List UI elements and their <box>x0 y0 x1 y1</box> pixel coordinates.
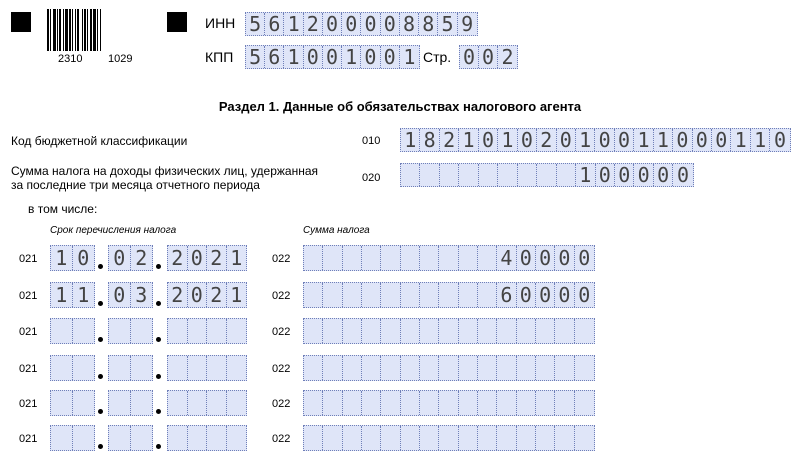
char-cell: 0 <box>361 46 380 68</box>
char-cell: 1 <box>731 129 750 151</box>
char-cell: 4 <box>497 246 516 270</box>
char-cell <box>207 319 227 343</box>
char-cell <box>440 164 459 186</box>
char-cell: 0 <box>381 13 400 35</box>
char-cell <box>304 246 323 270</box>
day-field[interactable] <box>50 425 95 451</box>
char-cell <box>555 391 574 415</box>
date-separator-dot <box>98 409 103 414</box>
date-separator-dot <box>98 264 103 269</box>
char-cell <box>343 246 362 270</box>
char-cell: 0 <box>615 129 634 151</box>
year-field[interactable] <box>167 425 247 451</box>
kbk-label: Код бюджетной классификации <box>11 134 188 148</box>
char-cell: 8 <box>419 13 438 35</box>
char-cell <box>362 319 381 343</box>
amount-line-code: 022 <box>272 398 291 410</box>
char-cell <box>381 283 400 307</box>
amount-field[interactable] <box>303 425 595 451</box>
char-cell: 2 <box>168 246 188 270</box>
char-cell: 8 <box>400 13 419 35</box>
char-cell <box>381 319 400 343</box>
char-cell <box>207 391 227 415</box>
char-cell <box>420 246 439 270</box>
char-cell: 1 <box>230 283 243 307</box>
char-cell <box>536 426 555 450</box>
char-cell <box>227 426 247 450</box>
char-cell <box>478 283 497 307</box>
char-cell <box>381 356 400 380</box>
char-cell: 5 <box>438 13 457 35</box>
year-field[interactable] <box>167 282 247 308</box>
date-line-code: 021 <box>19 253 38 265</box>
char-cell <box>517 356 536 380</box>
char-cell <box>51 426 73 450</box>
char-cell: 6 <box>265 13 284 35</box>
char-cell: 1 <box>342 46 361 68</box>
amount-field[interactable] <box>303 318 595 344</box>
kpp-field[interactable] <box>245 45 420 69</box>
char-cell <box>498 164 517 186</box>
char-cell: 1 <box>51 283 73 307</box>
date-separator-dot <box>156 337 161 342</box>
date-separator-dot <box>98 337 103 342</box>
month-field[interactable] <box>108 318 153 344</box>
char-cell <box>555 319 574 343</box>
char-cell <box>459 246 478 270</box>
char-cell <box>188 391 208 415</box>
inn-field[interactable] <box>245 12 478 36</box>
char-cell: 2 <box>135 246 148 270</box>
amount-line-code: 022 <box>272 290 291 302</box>
year-field[interactable] <box>167 245 247 271</box>
char-cell <box>73 356 95 380</box>
char-cell <box>497 356 516 380</box>
date-column-header: Срок перечисления налога <box>50 225 177 236</box>
char-cell <box>420 356 439 380</box>
char-cell <box>536 391 555 415</box>
char-cell <box>439 356 458 380</box>
char-cell <box>109 426 131 450</box>
char-cell <box>518 164 537 186</box>
char-cell <box>536 319 555 343</box>
char-cell <box>168 391 188 415</box>
amount-line-code: 022 <box>272 253 291 265</box>
amount-field[interactable] <box>303 390 595 416</box>
char-cell <box>207 356 227 380</box>
char-cell <box>227 391 247 415</box>
char-cell <box>323 391 342 415</box>
char-cell <box>131 391 153 415</box>
char-cell: 0 <box>77 246 90 270</box>
date-separator-dot <box>156 409 161 414</box>
char-cell <box>323 426 342 450</box>
date-separator-dot <box>98 301 103 306</box>
char-cell: 0 <box>596 164 615 186</box>
char-cell: 0 <box>654 164 673 186</box>
amount-line-code: 022 <box>272 363 291 375</box>
char-cell: 0 <box>774 128 787 152</box>
char-cell: 2 <box>207 246 227 270</box>
char-cell <box>439 319 458 343</box>
char-cell <box>343 356 362 380</box>
char-cell <box>207 426 227 450</box>
char-cell: 0 <box>323 46 342 68</box>
char-cell <box>73 319 95 343</box>
char-cell: 1 <box>576 164 595 186</box>
char-cell <box>227 319 247 343</box>
char-cell <box>51 319 73 343</box>
char-cell <box>51 391 73 415</box>
char-cell: 0 <box>188 283 208 307</box>
page-label: Стр. <box>423 49 452 65</box>
char-cell <box>362 391 381 415</box>
date-line-code: 021 <box>19 398 38 410</box>
char-cell <box>323 356 342 380</box>
char-cell <box>131 356 153 380</box>
char-cell <box>401 426 420 450</box>
char-cell <box>323 283 342 307</box>
char-cell <box>459 391 478 415</box>
char-cell <box>227 356 247 380</box>
char-cell <box>323 319 342 343</box>
corner-marker-right <box>167 12 187 32</box>
char-cell <box>168 319 188 343</box>
date-separator-dot <box>156 374 161 379</box>
date-line-code: 021 <box>19 433 38 445</box>
amount-field[interactable] <box>303 245 595 271</box>
kpp-label: КПП <box>205 49 234 65</box>
char-cell <box>420 426 439 450</box>
char-cell: 0 <box>323 13 342 35</box>
char-cell: 0 <box>634 164 653 186</box>
tax-sum-line-code: 020 <box>362 172 381 184</box>
char-cell <box>401 164 420 186</box>
char-cell: 1 <box>576 129 595 151</box>
char-cell <box>401 391 420 415</box>
char-cell <box>51 356 73 380</box>
char-cell: 1 <box>230 246 243 270</box>
char-cell <box>575 391 594 415</box>
date-separator-dot <box>98 374 103 379</box>
char-cell <box>459 283 478 307</box>
amount-line-code: 022 <box>272 326 291 338</box>
char-cell <box>188 319 208 343</box>
char-cell <box>420 164 439 186</box>
char-cell: 0 <box>342 13 361 35</box>
char-cell: 1 <box>284 13 303 35</box>
char-cell: 0 <box>712 129 731 151</box>
char-cell: 0 <box>557 129 576 151</box>
date-separator-dot <box>156 264 161 269</box>
year-field[interactable] <box>167 390 247 416</box>
char-cell <box>459 164 478 186</box>
amount-field[interactable] <box>303 282 595 308</box>
char-cell <box>362 356 381 380</box>
char-cell: 0 <box>673 129 692 151</box>
char-cell <box>459 356 478 380</box>
char-cell <box>439 391 458 415</box>
month-field[interactable] <box>108 355 153 381</box>
char-cell <box>381 246 400 270</box>
char-cell <box>168 426 188 450</box>
date-separator-dot <box>156 444 161 449</box>
char-cell: 2 <box>207 283 227 307</box>
char-cell <box>381 426 400 450</box>
char-cell: 6 <box>497 283 516 307</box>
char-cell: 1 <box>459 129 478 151</box>
char-cell: 0 <box>460 46 479 68</box>
char-cell: 2 <box>168 283 188 307</box>
barcode-number-right: 1029 <box>108 53 133 65</box>
char-cell <box>362 426 381 450</box>
char-cell <box>343 283 362 307</box>
char-cell: 1 <box>654 129 673 151</box>
char-cell <box>517 319 536 343</box>
char-cell: 0 <box>693 129 712 151</box>
char-cell: 1 <box>401 129 420 151</box>
barcode-image <box>47 9 149 51</box>
char-cell <box>323 246 342 270</box>
char-cell: 9 <box>461 12 474 36</box>
char-cell: 0 <box>578 246 591 270</box>
char-cell: 0 <box>109 246 131 270</box>
char-cell <box>73 426 95 450</box>
date-line-code: 021 <box>19 326 38 338</box>
date-line-code: 021 <box>19 290 38 302</box>
char-cell <box>478 319 497 343</box>
char-cell <box>304 283 323 307</box>
corner-marker-left <box>11 12 31 32</box>
month-field[interactable] <box>108 245 153 271</box>
inn-label: ИНН <box>205 15 236 31</box>
char-cell: 0 <box>109 283 131 307</box>
month-field[interactable] <box>108 282 153 308</box>
char-cell <box>478 356 497 380</box>
char-cell: 0 <box>555 283 574 307</box>
char-cell <box>420 319 439 343</box>
char-cell: 6 <box>265 46 284 68</box>
char-cell <box>459 319 478 343</box>
char-cell: 0 <box>304 46 323 68</box>
char-cell <box>401 246 420 270</box>
tax-sum-label-line2: за последние три месяца отчетного периода <box>11 178 260 192</box>
char-cell: 1 <box>403 45 416 69</box>
tax-sum-field[interactable] <box>400 163 694 187</box>
char-cell <box>555 356 574 380</box>
tax-sum-label-line1: Сумма налога на доходы физических лиц, удержанная <box>11 164 319 178</box>
char-cell: 0 <box>361 13 380 35</box>
char-cell <box>188 426 208 450</box>
char-cell <box>517 426 536 450</box>
char-cell: 0 <box>381 46 400 68</box>
kbk-field[interactable] <box>400 128 791 152</box>
char-cell: 0 <box>677 163 690 187</box>
char-cell: 8 <box>420 129 439 151</box>
char-cell: 0 <box>536 246 555 270</box>
char-cell <box>343 319 362 343</box>
char-cell <box>304 319 323 343</box>
char-cell <box>304 426 323 450</box>
amount-column-header: Сумма налога <box>303 225 370 236</box>
char-cell <box>362 283 381 307</box>
char-cell <box>439 283 458 307</box>
char-cell <box>131 426 153 450</box>
char-cell: 1 <box>284 46 303 68</box>
section-title: Раздел 1. Данные об обязательствах налогового агента <box>218 99 582 114</box>
char-cell <box>517 391 536 415</box>
char-cell <box>401 283 420 307</box>
char-cell: 5 <box>246 13 265 35</box>
char-cell <box>304 356 323 380</box>
char-cell <box>381 391 400 415</box>
year-field[interactable] <box>167 355 247 381</box>
char-cell <box>401 356 420 380</box>
page-number-field[interactable] <box>459 45 518 69</box>
char-cell <box>536 356 555 380</box>
char-cell <box>459 426 478 450</box>
char-cell <box>479 164 498 186</box>
char-cell: 0 <box>188 246 208 270</box>
date-line-code: 021 <box>19 363 38 375</box>
char-cell <box>109 391 131 415</box>
char-cell: 2 <box>501 45 514 69</box>
char-cell <box>131 319 153 343</box>
char-cell: 2 <box>537 129 556 151</box>
char-cell: 2 <box>440 129 459 151</box>
day-field[interactable] <box>50 355 95 381</box>
char-cell <box>575 319 594 343</box>
char-cell: 0 <box>518 129 537 151</box>
char-cell <box>420 391 439 415</box>
char-cell: 5 <box>246 46 265 68</box>
char-cell <box>497 391 516 415</box>
char-cell <box>73 391 95 415</box>
including-label: в том числе: <box>28 202 98 216</box>
date-separator-dot <box>98 444 103 449</box>
char-cell <box>537 164 556 186</box>
char-cell: 0 <box>517 246 536 270</box>
char-cell: 0 <box>595 129 614 151</box>
char-cell <box>168 356 188 380</box>
char-cell <box>188 356 208 380</box>
char-cell: 1 <box>51 246 73 270</box>
char-cell <box>497 319 516 343</box>
char-cell <box>420 283 439 307</box>
month-field[interactable] <box>108 390 153 416</box>
char-cell: 0 <box>517 283 536 307</box>
day-field[interactable] <box>50 390 95 416</box>
char-cell <box>343 426 362 450</box>
amount-field[interactable] <box>303 355 595 381</box>
char-cell: 0 <box>578 283 591 307</box>
char-cell: 0 <box>479 129 498 151</box>
day-field[interactable] <box>50 318 95 344</box>
year-field[interactable] <box>167 318 247 344</box>
char-cell <box>497 426 516 450</box>
amount-line-code: 022 <box>272 433 291 445</box>
char-cell <box>478 391 497 415</box>
date-separator-dot <box>156 301 161 306</box>
char-cell: 3 <box>135 283 148 307</box>
char-cell: 1 <box>751 129 770 151</box>
char-cell <box>439 426 458 450</box>
char-cell <box>478 246 497 270</box>
barcode-number-left: 2310 <box>58 53 83 65</box>
day-field[interactable] <box>50 282 95 308</box>
char-cell <box>109 319 131 343</box>
day-field[interactable] <box>50 245 95 271</box>
month-field[interactable] <box>108 425 153 451</box>
char-cell <box>555 426 574 450</box>
char-cell <box>478 426 497 450</box>
char-cell: 0 <box>479 46 498 68</box>
char-cell <box>557 164 576 186</box>
char-cell: 0 <box>615 164 634 186</box>
char-cell <box>109 356 131 380</box>
kbk-line-code: 010 <box>362 135 381 147</box>
char-cell <box>439 246 458 270</box>
char-cell <box>343 391 362 415</box>
char-cell <box>575 356 594 380</box>
char-cell: 1 <box>498 129 517 151</box>
char-cell: 1 <box>634 129 653 151</box>
char-cell <box>401 319 420 343</box>
char-cell: 0 <box>555 246 574 270</box>
char-cell: 2 <box>304 13 323 35</box>
char-cell <box>362 246 381 270</box>
char-cell <box>575 426 594 450</box>
char-cell: 1 <box>77 283 90 307</box>
char-cell: 0 <box>536 283 555 307</box>
char-cell <box>304 391 323 415</box>
